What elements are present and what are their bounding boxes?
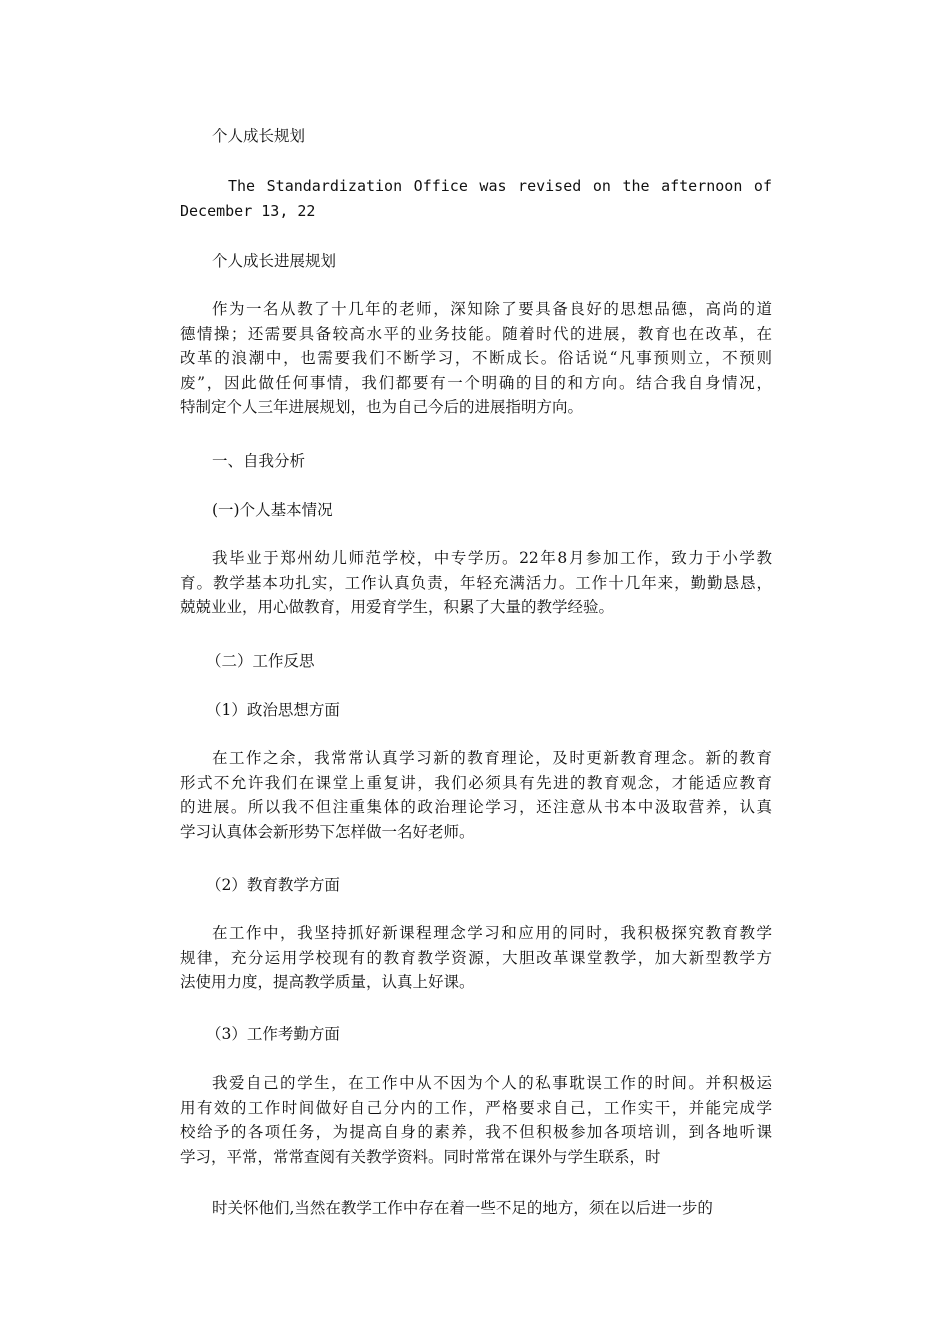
- paragraph-line: 兢兢业业，用心做教育，用爱育学生，积累了大量的教学经验。: [180, 598, 615, 616]
- paragraph-line: 用有效的工作时间做好自己分内的工作，严格要求自己，工作实干，并能完成学: [180, 1098, 772, 1117]
- attendance-paragraph: [180, 1071, 772, 1169]
- subsection-heading-work-reflection: （二）工作反思: [206, 652, 315, 670]
- paragraph-line: 学习认真体会新形势下怎样做一名好老师。: [180, 822, 475, 841]
- subsection-heading-basic-info: (一)个人基本情况: [212, 501, 333, 519]
- paragraph-line: 在工作中，我坚持抓好新课程理念学习和应用的同时，我积极探究教育教学: [212, 924, 772, 942]
- paragraph-line: 学习，平常，常常查阅有关教学资料。同时常常在课外与学生联系，时: [180, 1147, 661, 1166]
- revision-note: [180, 174, 772, 223]
- paragraph-line: 法使用力度，提高教学质量，认真上好课。: [180, 973, 475, 991]
- paragraph-line: 改革的浪潮中，也需要我们不断学习，不断成长。俗话说“凡事预则立，不预则: [180, 349, 772, 367]
- section-heading-self-analysis: 一、自我分析: [212, 452, 306, 470]
- paragraph-line: 在工作之余，我常常认真学习新的教育理论，及时更新教育理念。新的教育: [212, 749, 772, 767]
- intro-paragraph: [180, 297, 772, 420]
- document-title: 个人成长规划: [212, 127, 306, 145]
- item-heading-politics: （1）政治思想方面: [206, 701, 340, 719]
- paragraph-line: 校给予的各项任务，为提高自身的素养，我不但积极参加各项培训，到各地听课: [180, 1123, 772, 1141]
- paragraph-line: 规律，充分运用学校现有的教育教学资源，大胆改革课堂教学，加大新型教学方: [180, 948, 772, 967]
- paragraph-line: 我爱自己的学生，在工作中从不因为个人的私事耽误工作的时间。并积极运: [212, 1074, 772, 1092]
- item-heading-attendance: （3）工作考勤方面: [206, 1025, 340, 1043]
- paragraph-line: 形式不允许我们在课堂上重复讲，我们必须具有先进的教育观念，才能适应教育: [180, 773, 772, 792]
- basic-info-paragraph: [180, 546, 772, 620]
- item-heading-teaching: （2）教育教学方面: [206, 876, 340, 894]
- paragraph-line: 特制定个人三年进展规划，也为自己今后的进展指明方向。: [180, 398, 584, 416]
- teaching-paragraph: [180, 921, 772, 995]
- politics-paragraph: [180, 746, 772, 844]
- paragraph-line: 时关怀他们,当然在教学工作中存在着一些不足的地方，须在以后进一步的: [212, 1199, 713, 1217]
- paragraph-line: 的进展。所以我不但注重集体的政治理论学习，还注意从书本中汲取营养，认真: [180, 798, 772, 816]
- continuation-paragraph: [180, 1196, 772, 1221]
- revision-line-1: The Standardization Office was revised on the afternoon of: [228, 177, 772, 195]
- paragraph-line: 我毕业于郑州幼儿师范学校，中专学历。22年8月参加工作，致力于小学教: [212, 549, 772, 567]
- revision-line-2: December 13, 22: [180, 201, 316, 220]
- paragraph-line: 德情操；还需要具备较高水平的业务技能。随着时代的进展，教育也在改革，在: [180, 324, 772, 343]
- paragraph-line: 作为一名从教了十几年的老师，深知除了要具备良好的思想品德，高尚的道: [212, 300, 772, 318]
- paragraph-line: 废”，因此做任何事情，我们都要有一个明确的目的和方向。结合我自身情况，: [180, 373, 772, 392]
- subtitle: 个人成长进展规划: [212, 252, 337, 270]
- paragraph-line: 育。教学基本功扎实，工作认真负责，年轻充满活力。工作十几年来，勤勤恳恳，: [180, 573, 772, 592]
